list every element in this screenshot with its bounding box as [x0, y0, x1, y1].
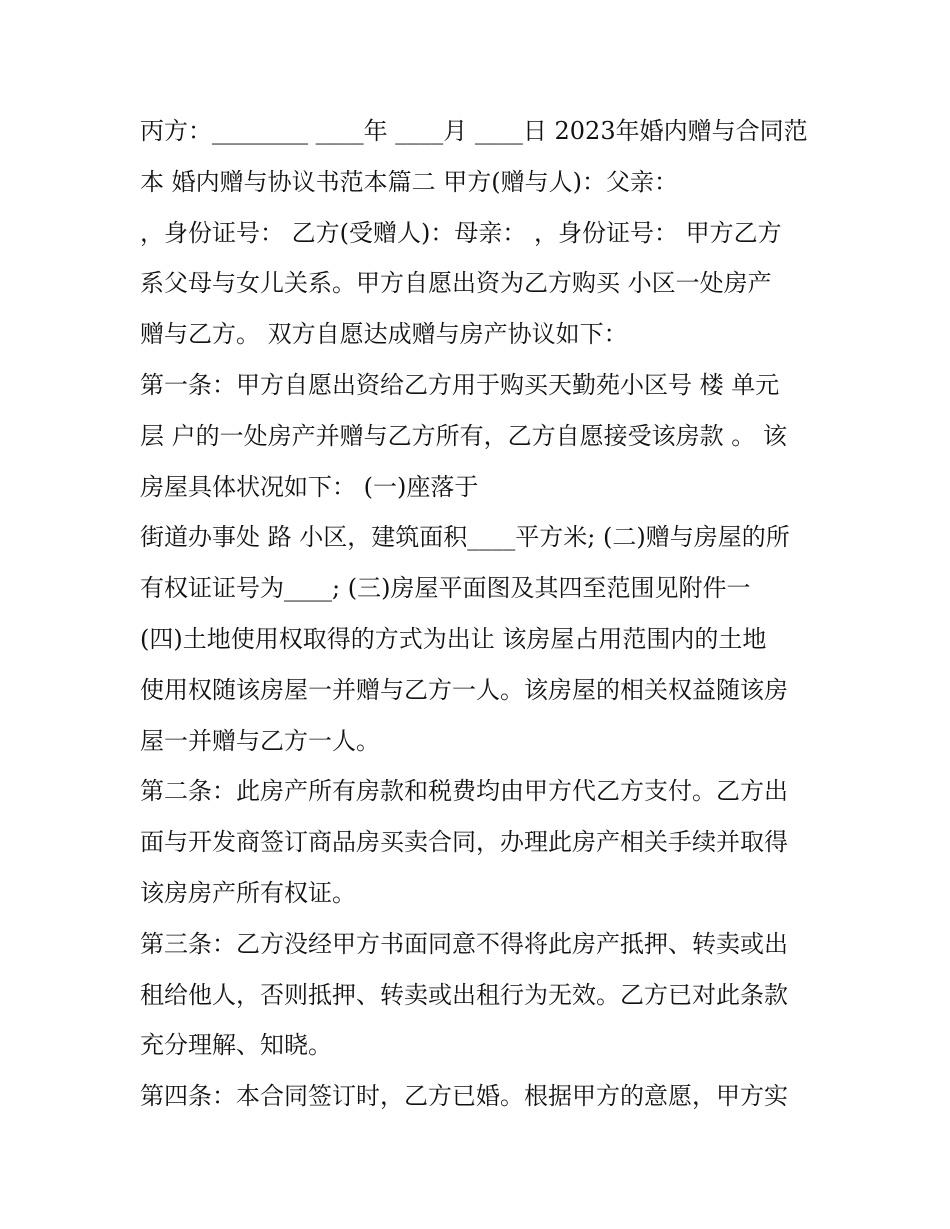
document-body — [140, 106, 820, 1122]
text-line: 有权证证号为____; (三)房屋平面图及其四至范围见附件一 — [140, 574, 751, 603]
text-line: (四)土地使用权取得的方式为出让 该房屋占用范围内的土地 — [140, 624, 767, 653]
text-line: 第二条：此房产所有房款和税费均由甲方代乙方支付。乙方出 — [140, 777, 788, 806]
text-line: 房屋具体状况如下： (一)座落于 — [140, 472, 479, 501]
text-line: 第四条：本合同签订时，乙方已婚。根据甲方的意愿，甲方实 — [140, 1082, 788, 1111]
text-line: 屋一并赠与乙方一人。 — [140, 726, 380, 755]
text-line: 丙方：________ ____年 ____月 ____日 2023年婚内赠与合同范 — [140, 117, 808, 145]
text-line: 租给他人，否则抵押、转卖或出租行为无效。乙方已对此条款 — [140, 980, 788, 1009]
text-line: ，身份证号： 乙方(受赠人)：母亲： ，身份证号： 甲方乙方 — [140, 218, 782, 247]
text-line: 面与开发商签订商品房买卖合同，办理此房产相关手续并取得 — [140, 828, 788, 857]
text-line: 第三条：乙方没经甲方书面同意不得将此房产抵押、转卖或出 — [140, 929, 788, 958]
text-line: 赠与乙方。 双方自愿达成赠与房产协议如下： — [140, 320, 628, 349]
text-line: 层 户的一处房产并赠与乙方所有，乙方自愿接受该房款 。 该 — [140, 421, 787, 450]
text-line: 该房房产所有权证。 — [140, 878, 356, 907]
text-line: 系父母与女儿关系。甲方自愿出资为乙方购买 小区一处房产 — [140, 269, 772, 298]
text-line: 本 婚内赠与协议书范本篇二 甲方(赠与人)：父亲： — [140, 167, 678, 196]
text-line: 充分理解、知晓。 — [140, 1031, 332, 1060]
text-line: 街道办事处 路 小区，建筑面积____平方米; (二)赠与房屋的所 — [140, 523, 790, 552]
text-line: 使用权随该房屋一并赠与乙方一人。该房屋的相关权益随该房 — [140, 675, 788, 704]
text-line: 第一条：甲方自愿出资给乙方用于购买天勤苑小区号 楼 单元 — [140, 370, 780, 399]
